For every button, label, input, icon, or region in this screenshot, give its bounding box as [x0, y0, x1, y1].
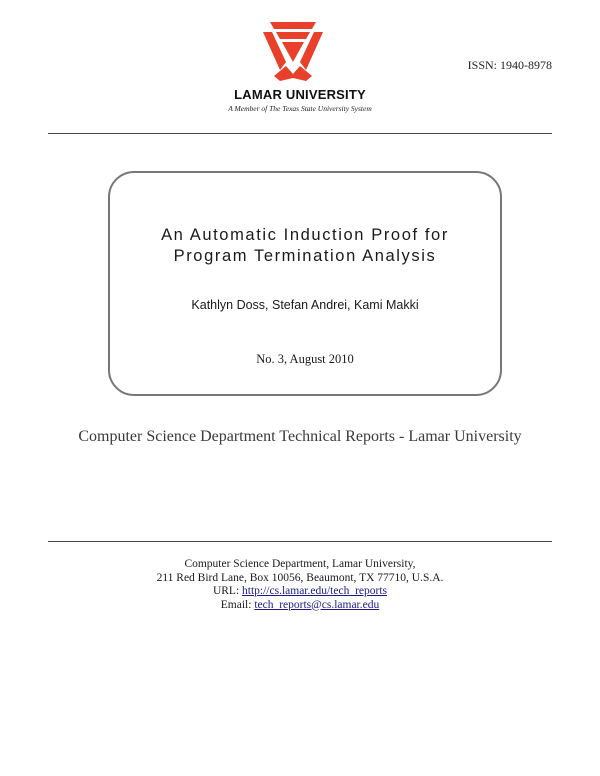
university-tagline: A Member of The Texas State University System [228, 104, 372, 113]
series-title: Computer Science Department Technical Reports - Lamar University [78, 428, 522, 445]
email-line [0, 599, 600, 613]
reports-url-link[interactable]: http://cs.lamar.edu/tech_reports [242, 585, 388, 597]
top-divider [48, 133, 552, 134]
report-issue: No. 3, August 2010 [256, 352, 354, 366]
email-label: Email: [220, 598, 252, 611]
issn-number: ISSN: 1940-8978 [467, 58, 552, 72]
bottom-divider [48, 541, 552, 542]
email-link[interactable]: tech_reports@cs.lamar.edu [254, 598, 380, 611]
title-line-1: An Automatic Induction Proof for [161, 226, 449, 244]
address-line-1: Computer Science Department, Lamar University, [184, 558, 416, 570]
university-name: LAMAR UNIVERSITY [234, 87, 366, 102]
report-authors: Kathlyn Doss, Stefan Andrei, Kami Makki [191, 298, 419, 312]
address-line-2: 211 Red Bird Lane, Box 10056, Beaumont, TX 77710, U.S.A. [156, 571, 444, 584]
contact-footer [0, 558, 600, 612]
url-line [0, 585, 600, 599]
title-line-2: Program Termination Analysis [173, 247, 437, 265]
url-label: URL: [212, 585, 240, 597]
university-logo [210, 18, 390, 118]
lamar-star-logo-icon [260, 18, 326, 84]
title-box [108, 171, 502, 396]
report-title [110, 225, 500, 267]
